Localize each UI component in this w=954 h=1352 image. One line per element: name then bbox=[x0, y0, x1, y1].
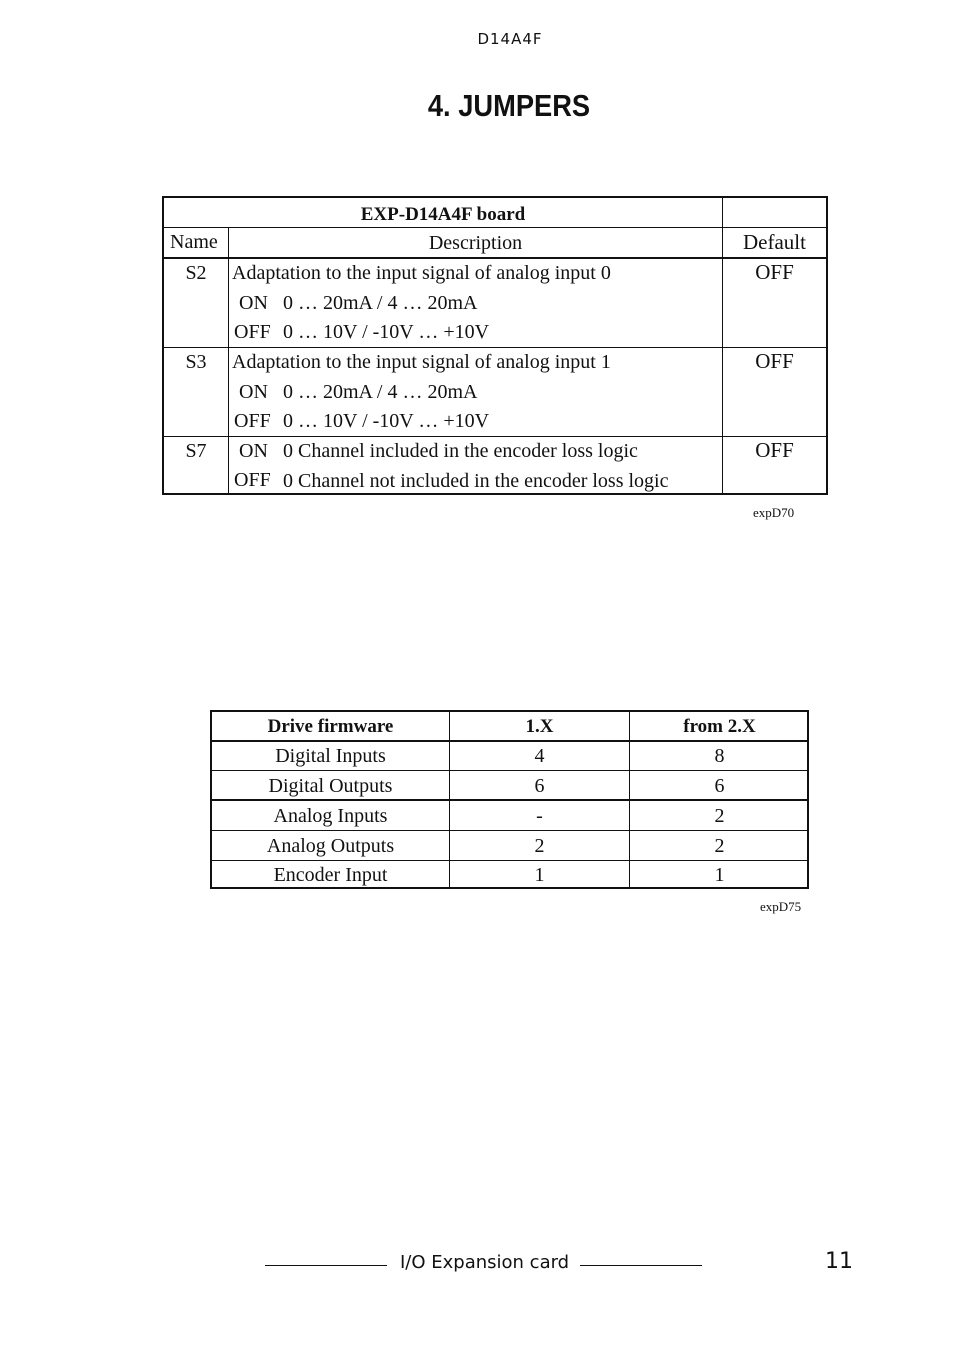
jumper-table bbox=[162, 196, 828, 495]
setting-prefix: ON bbox=[239, 381, 268, 403]
figure-reference: expD75 bbox=[760, 899, 802, 914]
footer-rule-right bbox=[580, 1265, 702, 1266]
column-header-name: Name bbox=[170, 231, 218, 253]
setting-prefix: OFF bbox=[234, 321, 271, 343]
table-row bbox=[212, 741, 807, 771]
description-line: Adaptation to the input signal of analog input 0 bbox=[232, 262, 611, 284]
column-header-default: Default bbox=[743, 230, 806, 254]
table-cell: Analog Inputs bbox=[273, 805, 388, 827]
setting-prefix: ON bbox=[239, 292, 268, 314]
setting-prefix: OFF bbox=[234, 469, 271, 491]
table-cell: 1 bbox=[534, 864, 545, 886]
description-line: 0 … 20mA / 4 … 20mA bbox=[283, 381, 478, 403]
table-cell: 2 bbox=[534, 835, 545, 857]
footer-title: I/O Expansion card bbox=[400, 1252, 570, 1273]
table-cell: 6 bbox=[714, 775, 725, 797]
table-cell: 6 bbox=[534, 775, 545, 797]
divider bbox=[228, 228, 229, 493]
description-line: 0 Channel included in the encoder loss logic bbox=[283, 440, 638, 462]
table-cell: 2 bbox=[714, 805, 725, 827]
page-header-code: D14A4F bbox=[477, 30, 543, 48]
page-title: 4. JUMPERS bbox=[427, 88, 591, 123]
table-cell: Encoder Input bbox=[273, 864, 388, 886]
setting-prefix: ON bbox=[239, 440, 268, 462]
footer-rule-left bbox=[265, 1265, 387, 1266]
jumper-name: S3 bbox=[185, 351, 207, 373]
firmware-table bbox=[210, 710, 809, 889]
default-value: OFF bbox=[755, 438, 794, 462]
divider bbox=[164, 436, 826, 437]
jumper-name: S7 bbox=[185, 440, 207, 462]
divider bbox=[164, 227, 826, 228]
table-row bbox=[212, 860, 807, 890]
table-cell: - bbox=[536, 805, 543, 827]
divider bbox=[164, 257, 826, 259]
table-cell: 2 bbox=[714, 835, 725, 857]
column-header: 1.X bbox=[525, 716, 554, 737]
table-cell: 4 bbox=[534, 745, 545, 767]
page-number: 11 bbox=[825, 1249, 853, 1274]
column-header: from 2.X bbox=[683, 716, 756, 737]
table-row bbox=[212, 831, 807, 861]
description-line: 0 Channel not included in the encoder loss logic bbox=[283, 470, 669, 492]
default-value: OFF bbox=[755, 349, 794, 373]
description-line: 0 … 20mA / 4 … 20mA bbox=[283, 292, 478, 314]
table-cell: Digital Inputs bbox=[275, 745, 386, 767]
table-cell: 8 bbox=[714, 745, 725, 767]
description-line: 0 … 10V / -10V … +10V bbox=[283, 410, 490, 432]
setting-prefix: OFF bbox=[234, 410, 271, 432]
table-row bbox=[212, 801, 807, 831]
jumper-name: S2 bbox=[185, 262, 207, 284]
divider bbox=[164, 347, 826, 348]
table-row bbox=[212, 771, 807, 801]
column-header-description: Description bbox=[428, 232, 523, 254]
description-line: Adaptation to the input signal of analog input 1 bbox=[232, 351, 611, 373]
figure-reference: expD70 bbox=[753, 505, 795, 520]
default-value: OFF bbox=[755, 260, 794, 284]
table-header-row bbox=[212, 712, 807, 742]
table-cell: Digital Outputs bbox=[268, 775, 393, 797]
description-line: 0 … 10V / -10V … +10V bbox=[283, 321, 490, 343]
column-header: Drive firmware bbox=[267, 716, 394, 737]
table-cell: Analog Outputs bbox=[266, 835, 395, 857]
table-cell: 1 bbox=[714, 864, 725, 886]
table-caption: EXP-D14A4F board bbox=[360, 204, 526, 225]
